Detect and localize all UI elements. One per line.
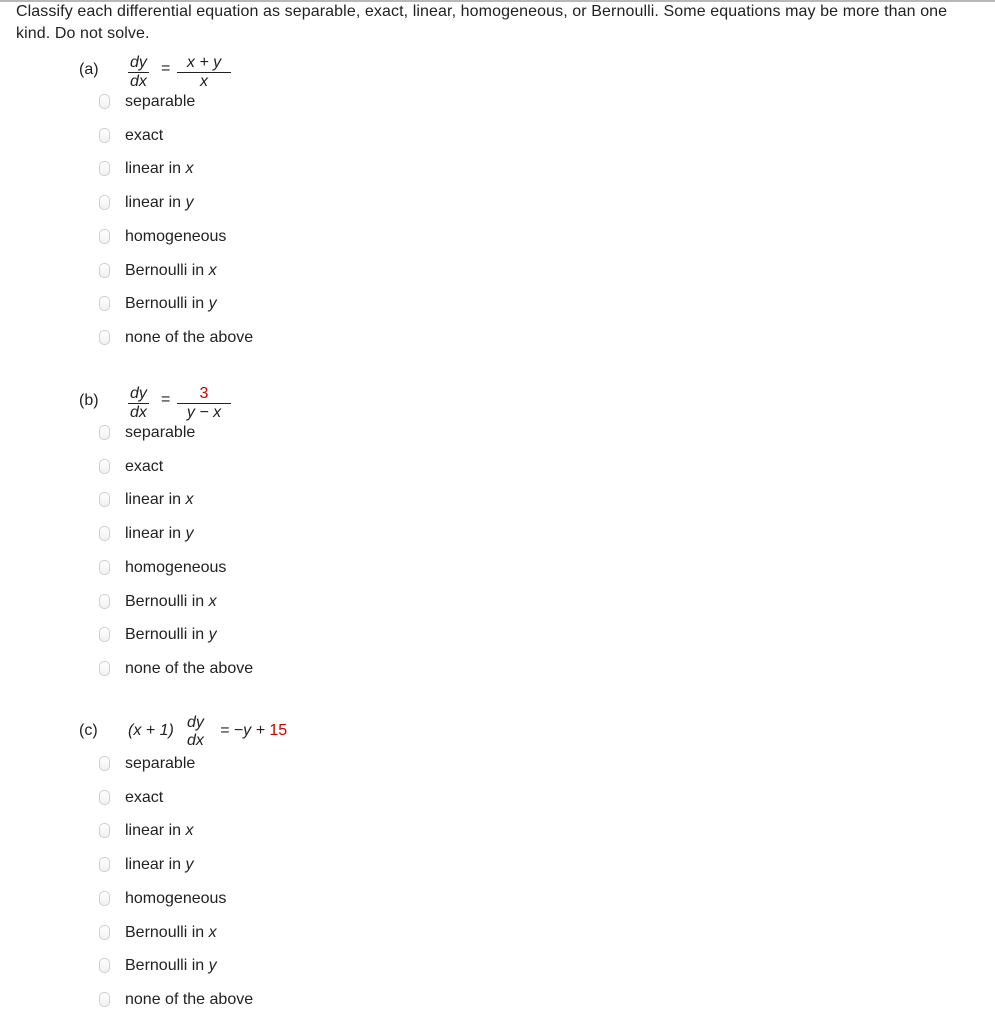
part-b-option-label	[125, 659, 253, 679]
question-instructions: Classify each differential equation as separable, exact, linear, homogeneous, or Bernoulli. Some equations may be more than one kind. Do not solve.	[16, 3, 948, 42]
part-b-option-label	[125, 457, 163, 477]
part-b-rhs-denominator: y − x	[186, 404, 222, 421]
part-b-equals: =	[161, 391, 171, 408]
part-a-option-exact[interactable]	[99, 126, 399, 146]
part-c-option-label	[125, 821, 193, 841]
option-variable: y	[208, 626, 217, 644]
option-text: linear in	[125, 160, 186, 178]
option-variable: x	[185, 160, 194, 178]
part-b-checkbox-linear-in-x[interactable]	[99, 492, 110, 507]
part-a-checkbox-linear-in-x[interactable]	[99, 161, 110, 176]
option-variable: x	[208, 592, 217, 610]
part-c-option-label	[125, 990, 253, 1010]
part-a-label: (a)	[79, 61, 99, 78]
part-c-checkbox-separable[interactable]	[99, 756, 110, 771]
part-c-checkbox-none-of-the-above[interactable]	[99, 992, 110, 1007]
part-a-lhs-denominator: dx	[130, 73, 147, 90]
option-variable: x	[185, 822, 194, 840]
option-text: Bernoulli in	[125, 592, 209, 610]
part-c-option-label	[125, 788, 163, 808]
part-c-lhs-numerator: dy	[187, 714, 204, 731]
part-a-option-label	[125, 159, 193, 179]
part-c-option-bernoulli-in-x[interactable]	[99, 923, 399, 943]
option-text: homogeneous	[125, 227, 227, 245]
part-a-option-label	[125, 261, 217, 281]
part-b-checkbox-separable[interactable]	[99, 425, 110, 440]
part-c-option-homogeneous[interactable]	[99, 889, 399, 909]
part-c-lhs-fraction	[185, 714, 206, 750]
option-text: none of the above	[125, 659, 254, 677]
part-c-checkbox-homogeneous[interactable]	[99, 891, 110, 906]
part-a-option-label	[125, 126, 163, 146]
part-b-rhs-fraction	[177, 385, 231, 422]
part-b-label: (b)	[79, 392, 99, 409]
part-c-option-linear-in-y[interactable]	[99, 855, 399, 875]
part-a-option-label	[125, 328, 253, 348]
option-text: linear in	[125, 491, 186, 509]
part-b-option-label	[125, 490, 193, 510]
part-a-option-separable[interactable]	[99, 92, 399, 112]
part-a-option-label	[125, 227, 226, 247]
option-text: none of the above	[125, 990, 254, 1008]
part-a-rhs-numerator: x + y	[177, 54, 231, 73]
part-b-checkbox-homogeneous[interactable]	[99, 560, 110, 575]
part-b-option-linear-in-y[interactable]	[99, 524, 399, 544]
part-b-option-linear-in-x[interactable]	[99, 490, 399, 510]
part-a-checkbox-bernoulli-in-y[interactable]	[99, 296, 110, 311]
part-c-option-bernoulli-in-y[interactable]	[99, 956, 399, 976]
part-a-option-label	[125, 193, 193, 213]
part-a-option-bernoulli-in-x[interactable]	[99, 261, 399, 281]
part-b-lhs-denominator: dx	[130, 404, 147, 421]
part-b-checkbox-none-of-the-above[interactable]	[99, 661, 110, 676]
option-text: homogeneous	[125, 558, 227, 576]
part-c-rhs-constant: 15	[269, 722, 288, 739]
option-text: exact	[125, 788, 164, 806]
part-a-checkbox-separable[interactable]	[99, 94, 110, 109]
part-b-option-label	[125, 592, 217, 612]
part-b-checkbox-bernoulli-in-x[interactable]	[99, 594, 110, 609]
part-b-option-label	[125, 558, 226, 578]
part-a-lhs-numerator: dy	[130, 54, 147, 71]
part-c-label: (c)	[79, 722, 98, 739]
part-c-checkbox-bernoulli-in-x[interactable]	[99, 925, 110, 940]
part-a-checkbox-none-of-the-above[interactable]	[99, 330, 110, 345]
part-a-option-label	[125, 294, 217, 314]
option-text: linear in	[125, 856, 186, 874]
part-b-rhs-numerator: 3	[177, 385, 231, 404]
part-b-lhs-numerator: dy	[130, 385, 147, 402]
part-c-option-exact[interactable]	[99, 788, 399, 808]
option-text: linear in	[125, 525, 186, 543]
option-text: Bernoulli in	[125, 923, 209, 941]
option-variable: y	[208, 295, 217, 313]
part-a-equals: =	[161, 60, 171, 77]
part-a-rhs-denominator: x	[200, 73, 208, 90]
option-text: Bernoulli in	[125, 957, 209, 975]
part-b-lhs-fraction	[128, 385, 149, 422]
option-text: Bernoulli in	[125, 295, 209, 313]
part-c-option-label	[125, 889, 226, 909]
option-text: exact	[125, 126, 164, 144]
part-b-option-none-of-the-above[interactable]	[99, 659, 399, 679]
part-c-option-none-of-the-above[interactable]	[99, 990, 399, 1010]
part-a-option-homogeneous[interactable]	[99, 227, 399, 247]
option-text: Bernoulli in	[125, 626, 209, 644]
part-a-option-none-of-the-above[interactable]	[99, 328, 399, 348]
option-text: exact	[125, 457, 164, 475]
option-variable: x	[185, 491, 194, 509]
option-variable: x	[208, 923, 217, 941]
part-c-option-linear-in-x[interactable]	[99, 821, 399, 841]
part-a-rhs-fraction	[177, 54, 231, 91]
part-a-lhs-fraction	[128, 54, 149, 91]
part-a-checkbox-exact[interactable]	[99, 128, 110, 143]
part-b-checkbox-linear-in-y[interactable]	[99, 526, 110, 541]
part-a-checkbox-linear-in-y[interactable]	[99, 195, 110, 210]
option-variable: y	[185, 525, 194, 543]
part-b-option-label	[125, 524, 193, 544]
option-text: linear in	[125, 194, 186, 212]
option-text: linear in	[125, 822, 186, 840]
part-b-option-bernoulli-in-y[interactable]	[99, 625, 399, 645]
part-a-option-bernoulli-in-y[interactable]	[99, 294, 399, 314]
part-b-option-separable[interactable]	[99, 423, 399, 443]
part-b-checkbox-bernoulli-in-y[interactable]	[99, 627, 110, 642]
part-c-option-separable[interactable]	[99, 754, 399, 774]
part-c-option-label	[125, 754, 195, 774]
part-c-checkbox-exact[interactable]	[99, 790, 110, 805]
option-text: separable	[125, 93, 196, 110]
part-c-option-label	[125, 855, 193, 875]
option-variable: y	[185, 856, 194, 874]
option-text: Bernoulli in	[125, 261, 209, 279]
option-text: none of the above	[125, 328, 254, 346]
part-c-prefix: (x + 1)	[128, 722, 174, 739]
part-a-option-label	[125, 92, 195, 112]
option-text: separable	[125, 424, 196, 441]
option-text: separable	[125, 755, 196, 772]
part-c-rhs-expression: = −y +	[220, 722, 270, 739]
option-variable: y	[185, 194, 194, 212]
option-variable: x	[208, 261, 217, 279]
part-a-checkbox-bernoulli-in-x[interactable]	[99, 263, 110, 278]
part-c-rhs	[220, 722, 287, 740]
part-c-checkbox-linear-in-x[interactable]	[99, 823, 110, 838]
option-variable: y	[208, 957, 217, 975]
part-c-checkbox-linear-in-y[interactable]	[99, 857, 110, 872]
part-b-option-label	[125, 423, 195, 443]
part-c-option-label	[125, 956, 217, 976]
part-a-checkbox-homogeneous[interactable]	[99, 229, 110, 244]
part-b-option-bernoulli-in-x[interactable]	[99, 592, 399, 612]
part-b-option-label	[125, 625, 217, 645]
part-a-option-linear-in-y[interactable]	[99, 193, 399, 213]
part-b-checkbox-exact[interactable]	[99, 459, 110, 474]
option-text: homogeneous	[125, 889, 227, 907]
part-b-option-exact[interactable]	[99, 457, 399, 477]
part-a-option-linear-in-x[interactable]	[99, 159, 399, 179]
part-c-option-label	[125, 923, 217, 943]
part-c-lhs-denominator: dx	[187, 732, 204, 749]
part-c-checkbox-bernoulli-in-y[interactable]	[99, 958, 110, 973]
part-b-option-homogeneous[interactable]	[99, 558, 399, 578]
